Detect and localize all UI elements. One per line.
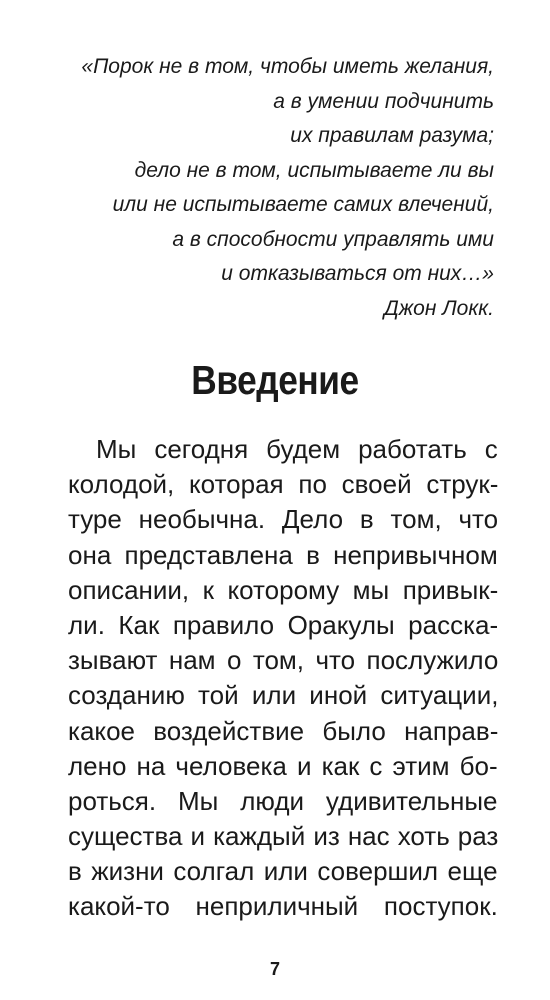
body-line: какое воздействие было направ- — [68, 715, 499, 746]
body-line: описании, к которому мы привык- — [68, 574, 499, 605]
body-paragraph — [68, 432, 498, 925]
body-line: ли. Как правило Оракулы расска- — [68, 609, 499, 640]
epigraph — [40, 50, 494, 326]
page-number: 7 — [269, 959, 280, 979]
body-line: туре необычна. Дело в том, что — [68, 504, 499, 535]
body-line: какой-то неприличный поступок. — [68, 891, 498, 922]
epigraph-line: их правилам разума; — [290, 124, 494, 147]
epigraph-line: а в способности управлять ими — [172, 227, 494, 251]
body-line: Мы сегодня будем работать с — [96, 434, 498, 464]
body-line: роться. Мы люди удивительные — [68, 785, 498, 816]
epigraph-line: и отказываться от них…» — [221, 262, 494, 285]
epigraph-line: «Порок не в том, чтобы иметь желания, — [81, 55, 494, 78]
epigraph-line: или не испытываете самих влечений, — [112, 193, 494, 216]
body-line: она представлена в непривычном — [68, 539, 498, 570]
epigraph-author: Джон Локк. — [383, 296, 494, 320]
epigraph-line: а в умении подчинить — [273, 89, 494, 113]
body-line: зывают нам о том, что послужило — [68, 645, 499, 676]
body-line: лено на человека и как с этим бо- — [68, 750, 498, 781]
body-line: существа и каждый из нас хоть раз — [68, 821, 499, 852]
epigraph-line: дело не в том, испытываете ли вы — [134, 158, 494, 182]
chapter-heading: Введение — [191, 357, 359, 403]
body-line: созданию той или иной ситуации, — [68, 680, 499, 711]
body-line: колодой, которая по своей струк- — [68, 469, 499, 500]
body-line: в жизни солгал или совершил еще — [68, 856, 498, 887]
